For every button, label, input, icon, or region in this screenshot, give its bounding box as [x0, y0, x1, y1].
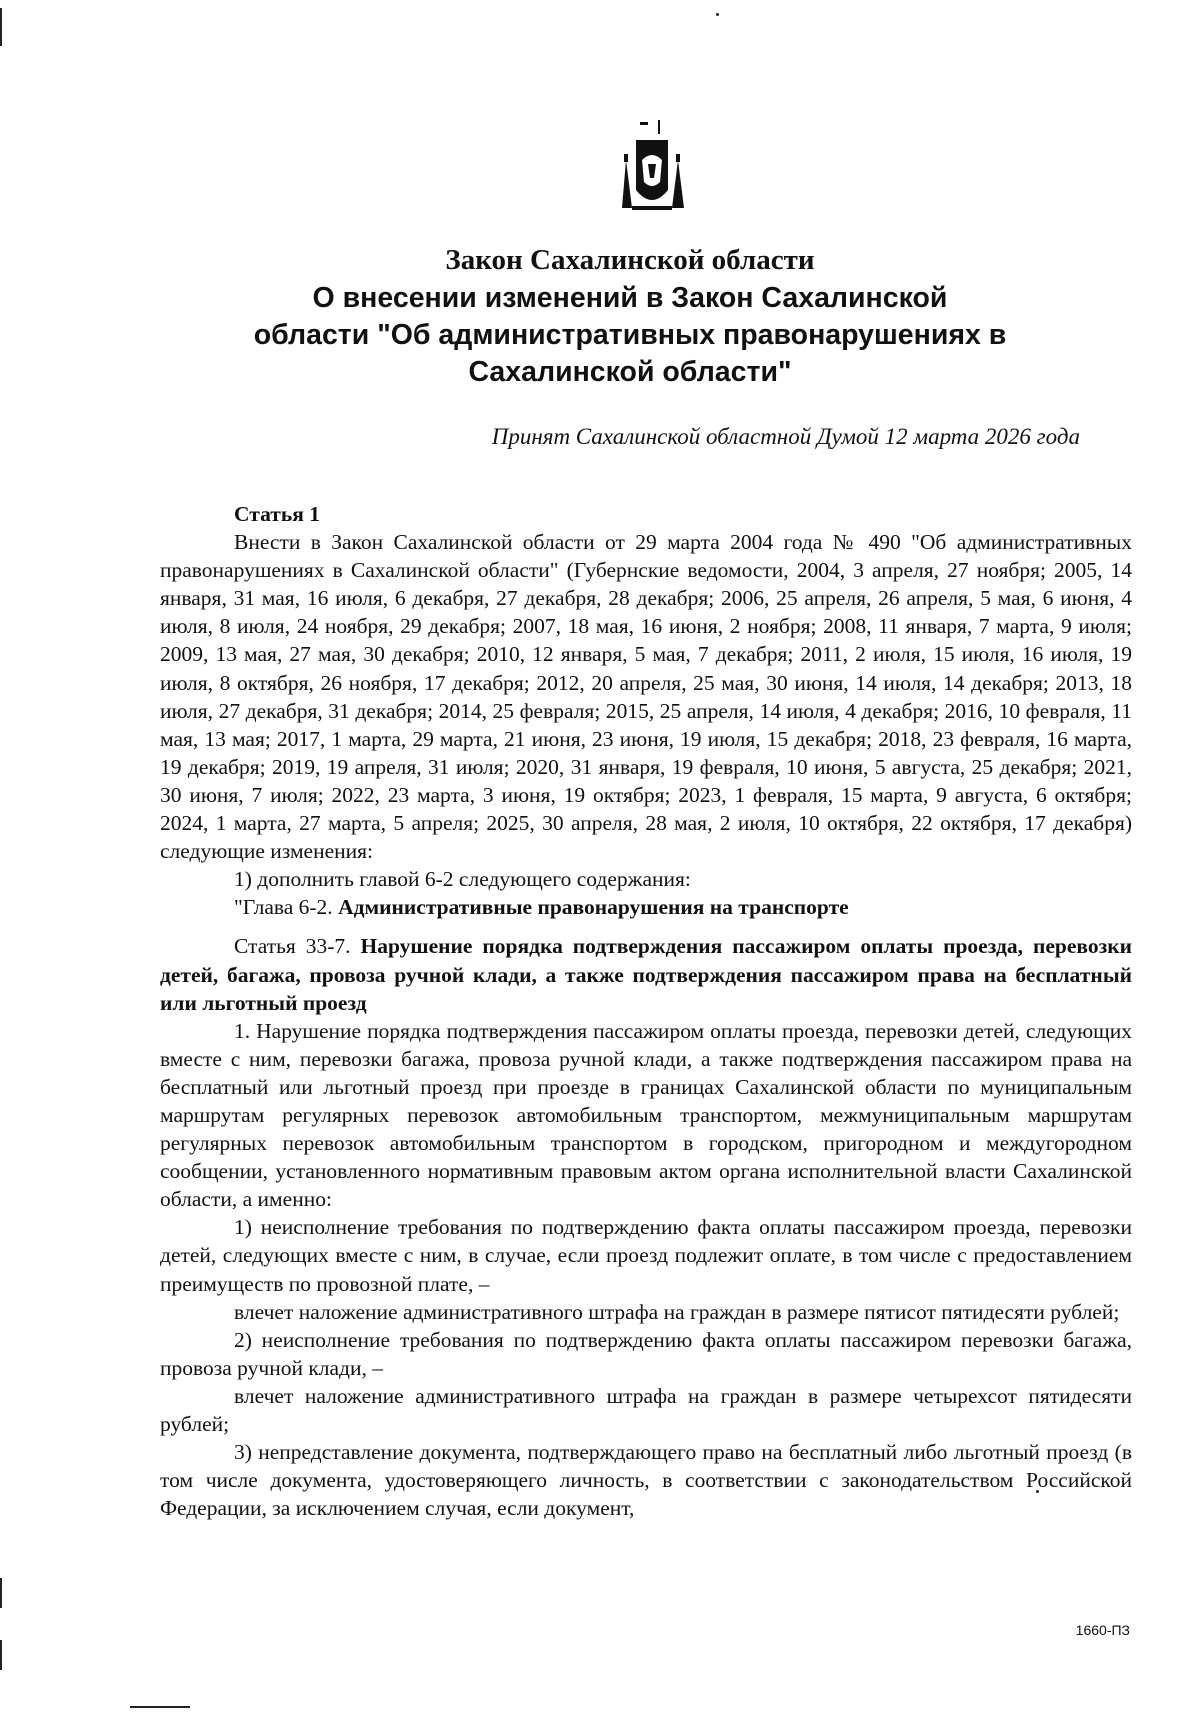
page-code: 1660-ПЗ	[1075, 1622, 1130, 1638]
scan-edge-mark	[0, 1578, 2, 1608]
article-heading: Статья 1	[234, 502, 320, 526]
chapter-title: Административные правонарушения на транспорте	[338, 895, 849, 920]
coat-of-arms-icon	[612, 120, 692, 212]
paragraph: 2) неисполнение требования по подтверждению факта оплаты пассажиром перевозки багажа, провоза ручной клади, –	[160, 1327, 1132, 1380]
title-line: Сахалинской области"	[468, 356, 792, 388]
title-line: О внесении изменений в Закон Сахалинской	[312, 282, 948, 314]
paragraph: 1. Нарушение порядка подтверждения пассажиром оплаты проезда, перевозки детей, следующих вместе с ним, перевозки багажа, провоза ручной клади, а также подтверждения пассажиром права на бесплатный или льготный проезд при проезде в границах Сахалинской области по муниципальным маршрутам регулярных перевозок автомобильным транспортом, межмуниципальным маршрутам регулярных перевозок автомобильным транспортом в городском, пригородном и междугородном сообщении, установленного нормативным правовым актом органа исполнительной власти Сахалинской области, а именно:	[160, 1018, 1132, 1212]
paragraph: влечет наложение административного штрафа на граждан в размере пятисот пятидесяти рублей;	[234, 1299, 1120, 1324]
paragraph: 1) неисполнение требования по подтверждению факта оплаты пассажиром проезда, перевозки детей, следующих вместе с ним, в случае, если проезд подлежит оплате, в том числе с предоставлением преимуществ по провозной плате, –	[160, 1215, 1132, 1296]
document-title	[180, 240, 1080, 391]
paragraph: 3) непредставление документа, подтверждающего право на бесплатный либо льготный проезд (в том числе документа, удостоверяющего личность, в соответствии с законодательством Российской Федерации, за исключением случая, если документ,	[160, 1440, 1132, 1521]
document-body	[160, 500, 1132, 1522]
scan-speck	[716, 13, 719, 16]
chapter-heading	[160, 893, 1132, 921]
article-prefix: Статья 33-7.	[234, 934, 361, 959]
scan-edge-mark	[0, 1640, 2, 1670]
chapter-prefix: "Глава 6-2.	[234, 895, 339, 920]
title-line: Закон Сахалинской области	[445, 244, 815, 276]
amendment-item: 1) дополнить главой 6-2 следующего содержания:	[234, 867, 691, 892]
article-title: Нарушение порядка подтверждения пассажиром оплаты проезда, перевозки детей, багажа, провоза ручной клади, а также подтверждения пассажиром права на бесплатный или льготный проезд	[160, 934, 1133, 1015]
paragraph: влечет наложение административного штрафа на граждан в размере четырехсот пятидесяти рублей;	[160, 1383, 1132, 1436]
article-33-7-heading	[160, 932, 1132, 1016]
scan-edge-mark	[0, 8, 2, 46]
article-paragraph: Внести в Закон Сахалинской области от 29 марта 2004 года № 490 "Об административных правонарушениях в Сахалинской области" (Губернские ведомости, 2004, 3 апреля, 27 ноября; 2005, 14 января, 31 мая, 16 июля, 6 декабря, 27 декабря, 28 декабря; 2006, 25 апреля, 26 апреля, 5 мая, 6 июня, 4 июля, 8 июля, 24 ноября, 29 декабря; 2007, 18 мая, 16 июня, 2 ноября; 2008, 11 января, 7 марта, 9 июля; 2009, 13 мая, 27 мая, 30 декабря; 2010, 12 января, 5 мая, 7 декабря; 2011, 2 июля, 15 июля, 16 июля, 19 июля, 8 октября, 26 ноября, 17 декабря; 2012, 20 апреля, 25 мая, 30 июня, 14 июля, 14 декабря; 2013, 18 июля, 27 декабря, 31 декабря; 2014, 25 февраля; 2015, 25 апреля, 14 июля, 4 декабря; 2016, 10 февраля, 11 мая, 13 мая; 2017, 1 марта, 29 марта, 21 июня, 23 июня, 19 июля, 15 декабря; 2018, 23 февраля, 16 марта, 19 декабря; 2019, 19 апреля, 31 июля; 2020, 31 января, 19 февраля, 10 июня, 5 августа, 25 декабря; 2021, 30 июня, 7 июля; 2022, 23 марта, 3 июня, 19 октября; 2023, 1 февраля, 15 марта, 9 августа, 6 октября; 2024, 1 марта, 27 марта, 5 апреля; 2025, 30 апреля, 28 мая, 2 июля, 10 октября, 22 октября, 17 декабря) следующие изменения:	[160, 530, 1132, 864]
adoption-note: Принят Сахалинской областной Думой 12 марта 2026 года	[491, 424, 1080, 449]
title-line: области "Об административных правонарушениях в	[253, 319, 1007, 351]
scan-edge-mark	[130, 1706, 190, 1708]
